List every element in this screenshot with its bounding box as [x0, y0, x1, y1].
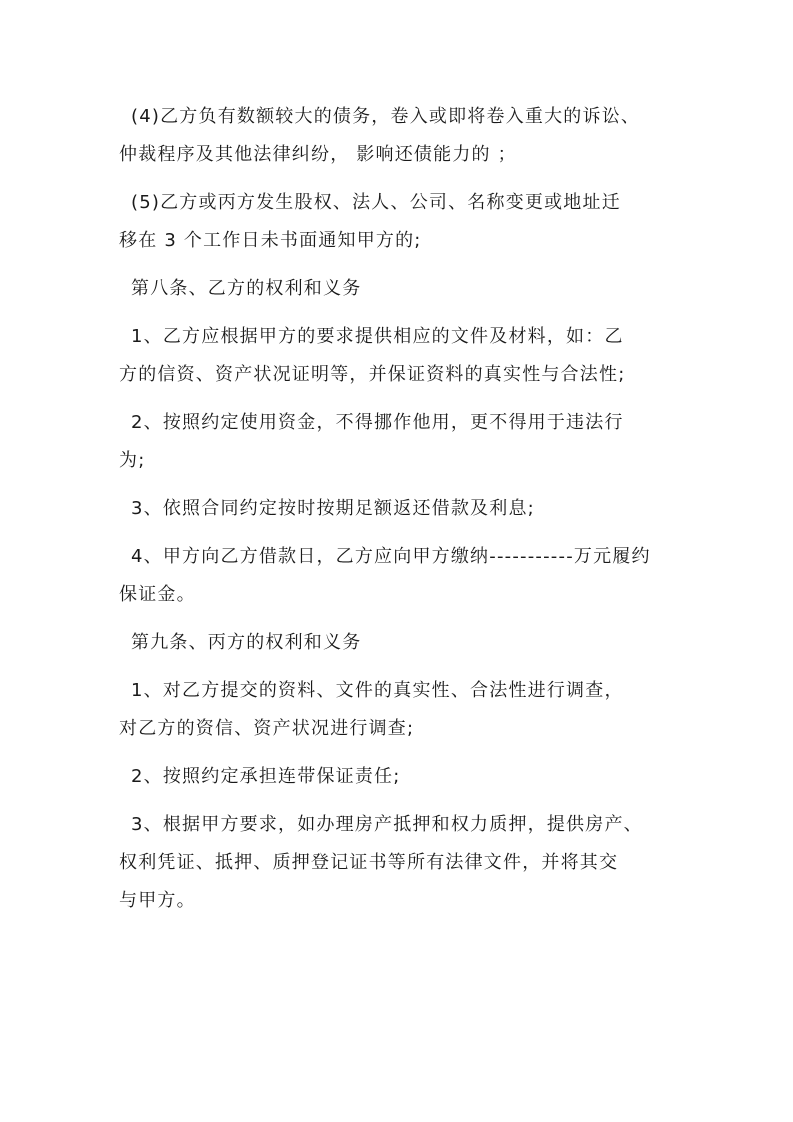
- article-9-item-3: [119, 806, 677, 920]
- article-9-item-1: [119, 672, 677, 748]
- document-body: [119, 98, 677, 920]
- article-8-item-1: [119, 318, 677, 394]
- text-line: 1、对乙方提交的资料、文件的真实性、合法性进行调查，: [131, 680, 624, 701]
- text-line: 与甲方。: [119, 890, 196, 911]
- text-line: 3、依照合同约定按时按期足额返还借款及利息;: [131, 498, 535, 519]
- article-9-item-2: [119, 758, 677, 796]
- text-line: (4)乙方负有数额较大的债务，卷入或即将卷入重大的诉讼、: [131, 106, 641, 127]
- text-line: (5)乙方或丙方发生股权、法人、公司、名称变更或地址迁: [131, 192, 621, 213]
- text-line: 第九条、丙方的权利和义务: [131, 632, 362, 653]
- article-8-item-3: [119, 490, 677, 528]
- text-line: 2、按照约定使用资金，不得挪作他用，更不得用于违法行: [131, 412, 624, 433]
- article-8-item-2: [119, 404, 677, 480]
- article-9-heading: [119, 624, 677, 662]
- text-line: 4、甲方向乙方借款日，乙方应向甲方缴纳-----------万元履约: [131, 546, 651, 567]
- article-8-item-4: [119, 538, 677, 614]
- article-8-heading: [119, 270, 677, 308]
- text-line: 仲裁程序及其他法律纠纷， 影响还债能力的 ；: [119, 144, 517, 165]
- text-line: 保证金。: [119, 584, 196, 605]
- text-line: 对乙方的资信、资产状况进行调查;: [119, 718, 415, 739]
- text-line: 2、按照约定承担连带保证责任;: [131, 766, 401, 787]
- text-line: 权利凭证、抵押、质押登记证书等所有法律文件，并将其交: [119, 852, 619, 873]
- text-line: 方的信资、资产状况证明等，并保证资料的真实性与合法性;: [119, 364, 626, 385]
- clause-7-item-4: [119, 98, 677, 174]
- text-line: 移在 3 个工作日未书面通知甲方的;: [119, 230, 422, 251]
- text-line: 1、乙方应根据甲方的要求提供相应的文件及材料，如：乙: [131, 326, 624, 347]
- clause-7-item-5: [119, 184, 677, 260]
- text-line: 第八条、乙方的权利和义务: [131, 278, 362, 299]
- text-line: 3、根据甲方要求，如办理房产抵押和权力质押，提供房产、: [131, 814, 643, 835]
- text-line: 为;: [119, 450, 146, 471]
